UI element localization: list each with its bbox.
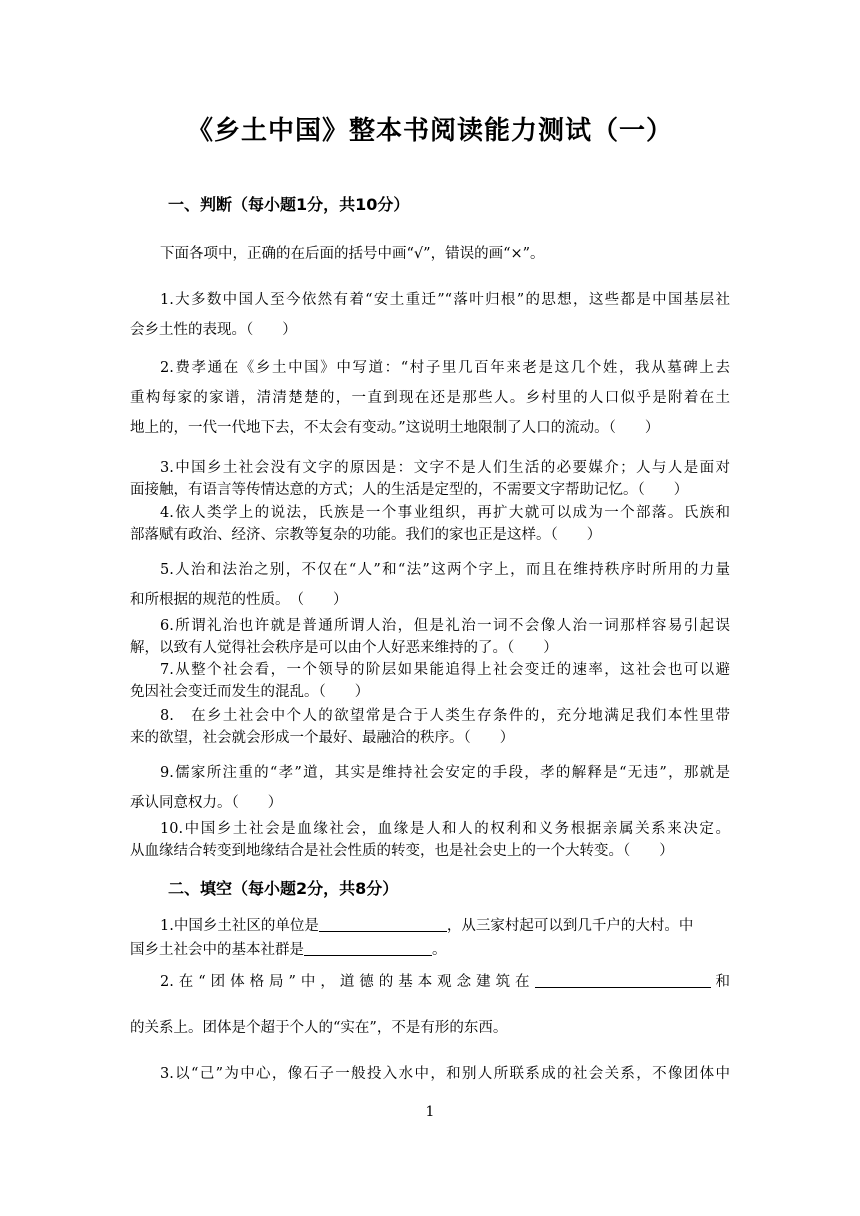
judge-item-9: 9.儒家所注重的“孝”道，其实是维持社会安定的手段，孝的解释是“无违”，那就是 承认同意权力。（ ）	[130, 765, 730, 811]
answer-blank[interactable]	[535, 973, 711, 989]
answer-blank[interactable]	[319, 917, 447, 933]
judge-item-4: 4.依人类学上的说法，氏族是一个事业组织，再扩大就可以成为一个部落。氏族和 部落赋有政治、经济、宗教等复杂的功能。我们的家也正是这样。（ ）	[130, 505, 730, 543]
fill-item-1: 1.中国乡土社区的单位是 ，从三家村起可以到几千户的大村。中 国乡土社会中的基本社群是 。	[130, 918, 694, 958]
judge-item-3: 3.中国乡土社会没有文字的原因是：文字不是人们生活的必要媒介；人与人是面对 面接触，有语言等传情达意的方式；人的生活是定型的，不需要文字帮助记忆。（ ）	[130, 460, 730, 498]
answer-blank[interactable]	[304, 940, 432, 956]
section-heading-judge: 一、判断（每小题1分，共10分）	[168, 195, 410, 214]
instruction-text: 下面各项中，正确的在后面的括号中画“√”，错误的画“×”。	[160, 246, 545, 262]
judge-item-8: 8. 在乡土社会中个人的欲望常是合于人类生存条件的，充分地满足我们本性里带 来的欲望，社会就会形成一个最好、最融洽的秩序。（ ）	[130, 708, 730, 746]
page-title: 《乡土中国》整本书阅读能力测试（一）	[186, 116, 673, 146]
section-heading-fill: 二、填空（每小题2分，共8分）	[168, 879, 399, 898]
fill-item-2: 2.在“团体格局”中，道德的基本观念建筑在 和 的关系上。团体是个超于个人的“实在”，不是有形的东西。	[130, 974, 730, 1036]
page-number: 1	[425, 1104, 435, 1120]
judge-item-6: 6.所谓礼治也许就是普通所谓人治，但是礼治一词不会像人治一词那样容易引起误 解，以致有人觉得社会秩序是可以由个人好恶来维持的了。（ ）	[130, 618, 730, 656]
judge-item-5: 5.人治和法治之别，不仅在“人”和“法”这两个字上，而且在维持秩序时所用的力量 和所根据的规范的性质。 （ ）	[130, 562, 730, 608]
fill-item-3: 3.以“己”为中心，像石子一般投入水中，和别人所联系成的社会关系，不像团体中	[160, 1066, 730, 1082]
judge-item-10: 10.中国乡土社会是血缘社会，血缘是人和人的权利和义务根据亲属关系来决定。 从血缘结合转变到地缘结合是社会性质的转变，也是社会史上的一个大转变。（ ）	[130, 821, 730, 859]
judge-item-7: 7.从整个社会看，一个领导的阶层如果能追得上社会变迁的速率，这社会也可以避 免因社会变迁而发生的混乱。（ ）	[130, 662, 730, 700]
judge-item-1: 1.大多数中国人至今依然有着“安土重迁”“落叶归根”的思想，这些都是中国基层社 会乡土性的表现。（ ）	[130, 292, 730, 338]
judge-item-2: 2.费孝通在《乡土中国》中写道：“村子里几百年来老是这几个姓，我从墓碑上去 重构每家的家谱，清清楚楚的，一直到现在还是那些人。乡村里的人口似乎是附着在土 地上的，一代一代地下去，不太会有变动。”这说明土地限制了人口的流动。（ ）	[130, 360, 730, 436]
